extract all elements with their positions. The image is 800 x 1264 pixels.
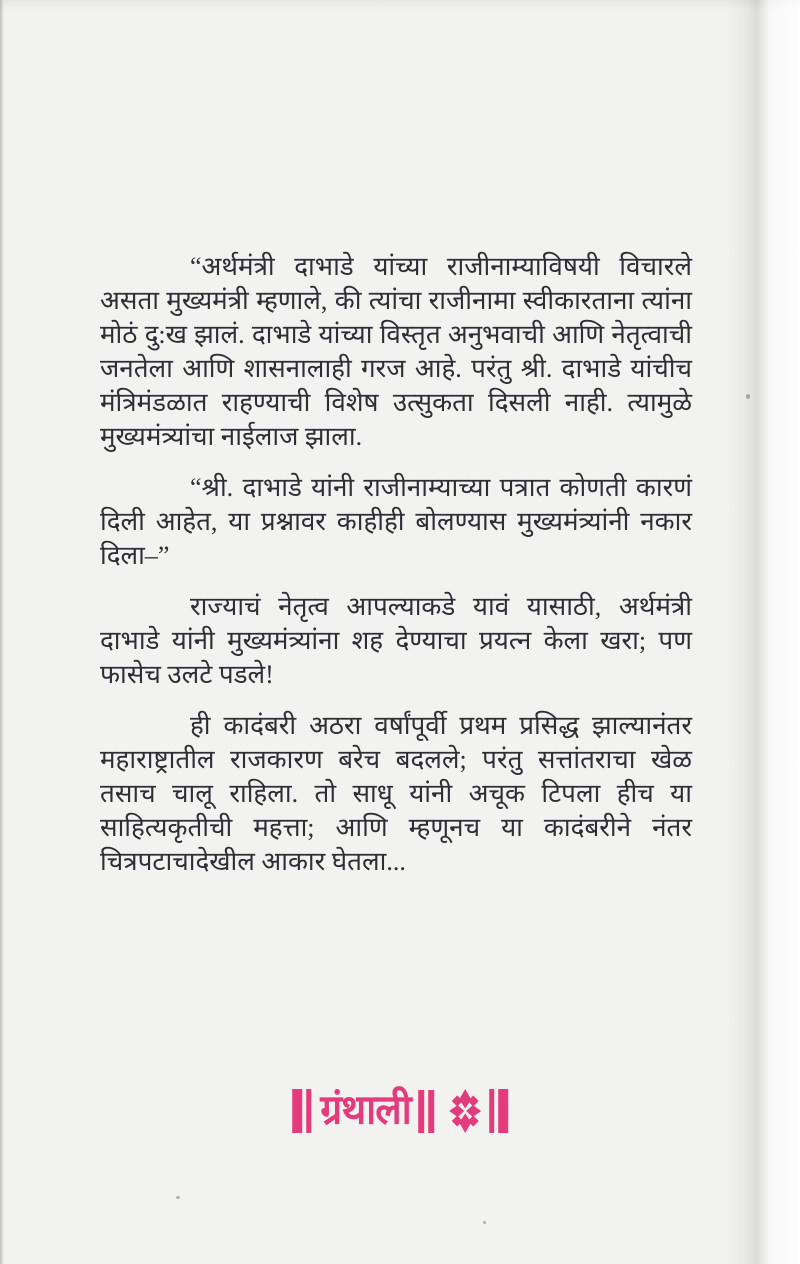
scan-edge-shading-top <box>0 0 800 10</box>
scan-speck <box>176 1196 180 1199</box>
publisher-logo-star-icon <box>448 1088 482 1134</box>
blurb-paragraph-4: ही कादंबरी अठरा वर्षांपूर्वी प्रथम प्रसिद्ध झाल्यानंतर महाराष्ट्रातील राजकारण बरेच बदलले; परंतु सत्तांतराचा खेळ तसाच चालू राहिला. तो साधू यांनी अचूक टिपला हीच या साहित्यकृतीची महत्ता; आणि म्हणूनच या कादंबरीने नंतर चित्रपटाचादेखील आकार घेतला... <box>100 711 692 876</box>
scan-speck <box>746 394 750 399</box>
logo-bar-icon <box>292 1089 302 1133</box>
blurb-paragraph-1: “अर्थमंत्री दाभाडे यांच्या राजीनाम्याविषयी विचारले असता मुख्यमंत्री म्हणाले, की त्यांचा राजीनामा स्वीकारताना त्यांना मोठं दु:ख झालं. दाभाडे यांच्या विस्तृत अनुभवाची आणि नेतृत्वाची जनतेला आणि शासनालाही गरज आहे. परंतु श्री. दाभाडे यांचीच मंत्रिमंडळात राहण्याची विशेष उत्सुकता दिसली नाही. त्यामुळे मुख्यमंत्र्यांचा नाईलाज झाला. <box>100 252 692 451</box>
logo-bar-icon <box>498 1089 508 1133</box>
logo-bar-icon <box>489 1089 494 1133</box>
logo-bar-icon <box>418 1090 424 1133</box>
blurb-text-block <box>100 250 692 896</box>
publisher-logo <box>292 1087 508 1135</box>
scan-edge-shading-left <box>0 0 4 1264</box>
publisher-logo-text: ग्रंथाली <box>320 1086 411 1135</box>
blurb-paragraph-2: “श्री. दाभाडे यांनी राजीनाम्याच्या पत्रात कोणती कारणं दिली आहेत, या प्रश्नावर काहीही बोलण्यास मुख्यमंत्र्यांनी नकार दिला–” <box>100 473 692 570</box>
scan-speck <box>483 1221 486 1224</box>
logo-bar-icon <box>428 1090 434 1133</box>
scan-edge-shading-right <box>728 0 800 1264</box>
logo-bar-icon <box>306 1089 311 1133</box>
blurb-paragraph-3: राज्याचं नेतृत्व आपल्याकडे यावं यासाठी, अर्थमंत्री दाभाडे यांनी मुख्यमंत्र्यांना शह देण्याचा प्रयत्न केला खरा; पण फासेच उलटे पडले! <box>100 592 692 689</box>
